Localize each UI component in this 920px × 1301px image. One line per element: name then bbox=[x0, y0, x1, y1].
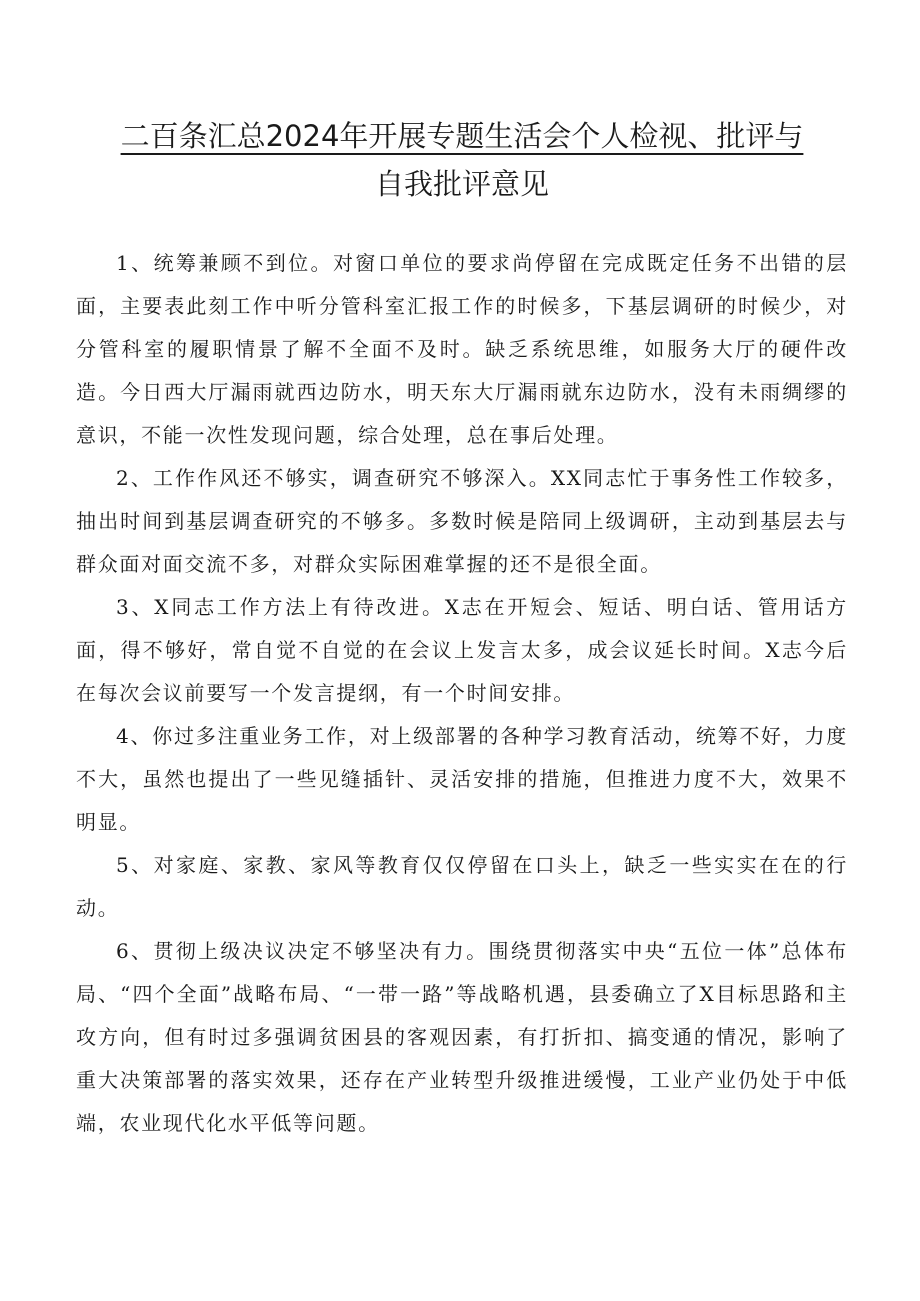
paragraph-1: 1、统筹兼顾不到位。对窗口单位的要求尚停留在完成既定任务不出错的层面，主要表此刻工作中听分管科室汇报工作的时候多，下基层调研的时候少，对分管科室的履职情景了解不全面不及时。缺乏系统思维，如服务大厅的硬件改造。今日西大厅漏雨就西边防水，明天东大厅漏雨就东边防水，没有未雨绸缪的意识，不能一次性发现问题，综合处理，总在事后处理。 bbox=[76, 251, 848, 447]
document-body bbox=[76, 242, 848, 1145]
paragraph-4: 4、你过多注重业务工作，对上级部署的各种学习教育活动，统筹不好，力度不大，虽然也提出了一些见缝插针、灵活安排的措施，但推进力度不大，效果不明显。 bbox=[76, 724, 848, 834]
document-title-line-1: 二百条汇总2024年开展专题生活会个人检视、批评与 bbox=[120, 119, 804, 153]
paragraph-2: 2、工作作风还不够实，调查研究不够深入。XX同志忙于事务性工作较多，抽出时间到基层调查研究的不够多。多数时候是陪同上级调研，主动到基层去与群众面对面交流不多，对群众实际困难掌握的还不是很全面。 bbox=[76, 466, 848, 576]
paragraph-5: 5、对家庭、家教、家风等教育仅仅停留在口头上，缺乏一些实实在在的行动。 bbox=[76, 853, 848, 920]
paragraph-3: 3、X同志工作方法上有待改进。X志在开短会、短话、明白话、管用话方面，得不够好，常自觉不自觉的在会议上发言太多，成会议延长时间。X志今后在每次会议前要写一个发言提纲，有一个时间安排。 bbox=[76, 595, 848, 705]
document-title bbox=[76, 112, 848, 208]
paragraph-6: 6、贯彻上级决议决定不够坚决有力。围绕贯彻落实中央“五位一体”总体布局、“四个全面”战略布局、“一带一路”等战略机遇，县委确立了X目标思路和主攻方向，但有时过多强调贫困县的客观因素，有打折扣、搞变通的情况，影响了重大决策部署的落实效果，还存在产业转型升级推进缓慢，工业产业仍处于中低端，农业现代化水平低等问题。 bbox=[76, 939, 848, 1135]
document-title-line-2: 自我批评意见 bbox=[374, 167, 549, 201]
